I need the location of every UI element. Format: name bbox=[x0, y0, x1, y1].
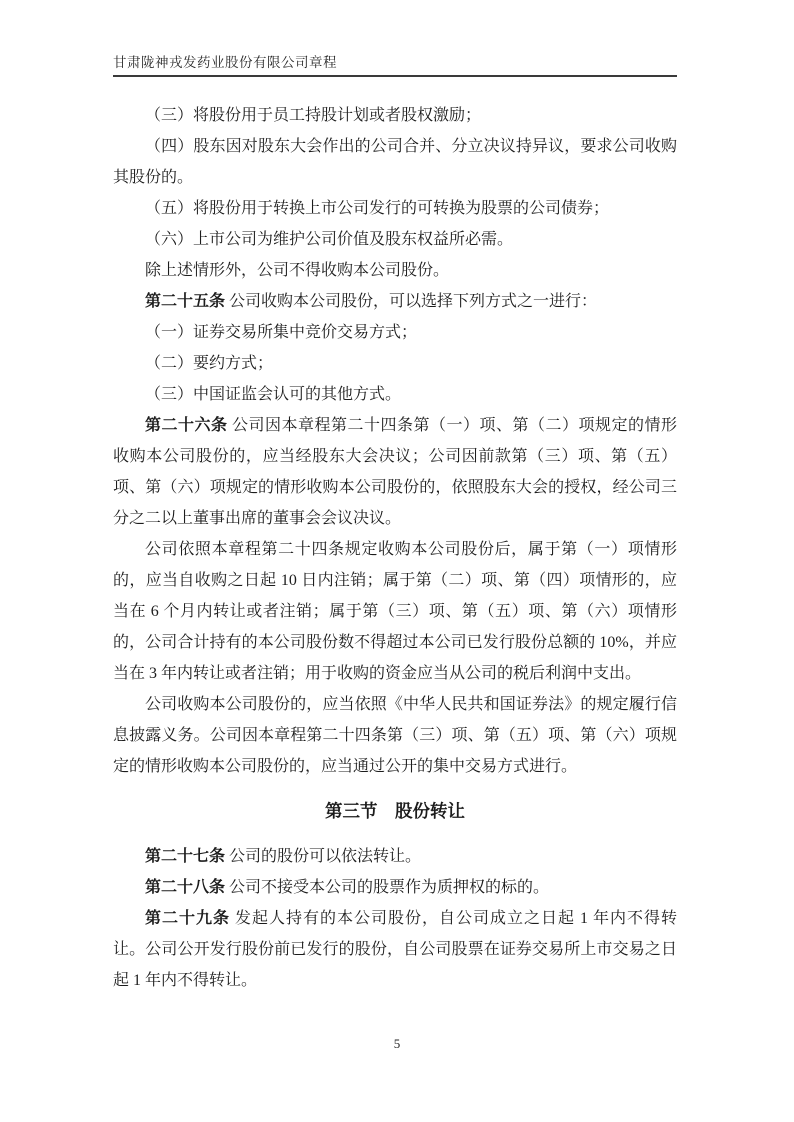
paragraph-text: （一）证券交易所集中竞价交易方式； bbox=[145, 324, 418, 341]
article-paragraph bbox=[113, 255, 677, 286]
article-paragraph bbox=[113, 689, 677, 782]
paragraph-text: 公司依照本章程第二十四条规定收购本公司股份后，属于第（一）项情形的，应当自收购之日起 10 日内注销；属于第（二）项、第（四）项情形的，应当在 6 个月内转让或者注销；属于第（三）项、第（五）项、第（六）项情形的，公司合计持有的本公司股份数不得超过本公司已发行股份总额的 10%，并应当在 3 年内转让或者注销；用于收购的资金应当从公司的税后利润中支出。 bbox=[113, 541, 677, 682]
paragraph-text: 公司因本章程第二十四条第（一）项、第（二）项规定的情形收购本公司股份的，应当经股东大会决议；公司因前款第（三）项、第（五）项、第（六）项规定的情形收购本公司股份的，依照股东大会的授权，经公司三分之二以上董事出席的董事会会议决议。 bbox=[113, 417, 677, 527]
article-paragraph bbox=[113, 903, 677, 996]
article-paragraph bbox=[113, 193, 677, 224]
article-paragraph bbox=[113, 534, 677, 689]
article-number: 第二十八条 bbox=[145, 879, 226, 896]
page-number: 5 bbox=[393, 1036, 401, 1051]
article-paragraph bbox=[113, 131, 677, 193]
paragraph-text: （四）股东因对股东大会作出的公司合并、分立决议持异议，要求公司收购其股份的。 bbox=[113, 138, 677, 186]
article-number: 第二十九条 bbox=[145, 910, 230, 927]
article-paragraph bbox=[113, 224, 677, 255]
article-paragraph bbox=[113, 410, 677, 534]
document-body bbox=[113, 100, 677, 996]
paragraph-text: 公司的股份可以依法转让。 bbox=[229, 848, 422, 865]
article-number: 第二十七条 bbox=[145, 848, 226, 865]
paragraph-text: （六）上市公司为维护公司价值及股东权益所必需。 bbox=[145, 231, 514, 248]
paragraph-text: 公司不接受本公司的股票作为质押权的标的。 bbox=[229, 879, 550, 896]
section-heading bbox=[113, 796, 677, 827]
page-header bbox=[113, 51, 677, 77]
paragraph-text: （三）将股份用于员工持股计划或者股权激励； bbox=[145, 107, 482, 124]
paragraph-text: 发起人持有的本公司股份，自公司成立之日起 1 年内不得转让。公司公开发行股份前已发行的股份，自公司股票在证券交易所上市交易之日起 1 年内不得转让。 bbox=[113, 910, 677, 989]
paragraph-text: 第三节 股份转让 bbox=[325, 801, 465, 821]
paragraph-text: 公司收购本公司股份的，应当依照《中华人民共和国证券法》的规定履行信息披露义务。公司因本章程第二十四条第（三）项、第（五）项、第（六）项规定的情形收购本公司股份的，应当通过公开的集中交易方式进行。 bbox=[113, 696, 677, 775]
paragraph-text: （五）将股份用于转换上市公司发行的可转换为股票的公司债券； bbox=[145, 200, 610, 217]
paragraph-text: 公司收购本公司股份，可以选择下列方式之一进行： bbox=[229, 293, 598, 310]
article-paragraph bbox=[113, 841, 677, 872]
article-number: 第二十六条 bbox=[145, 417, 228, 434]
article-paragraph bbox=[113, 100, 677, 131]
article-paragraph bbox=[113, 286, 677, 317]
article-number: 第二十五条 bbox=[145, 293, 226, 310]
article-paragraph bbox=[113, 379, 677, 410]
paragraph-text: （二）要约方式； bbox=[145, 355, 274, 372]
paragraph-text: （三）中国证监会认可的其他方式。 bbox=[145, 386, 402, 403]
page-footer bbox=[0, 1036, 794, 1052]
paragraph-text: 除上述情形外，公司不得收购本公司股份。 bbox=[145, 262, 450, 279]
article-paragraph bbox=[113, 348, 677, 379]
header-title: 甘肃陇神戎发药业股份有限公司章程 bbox=[113, 55, 337, 70]
article-paragraph bbox=[113, 872, 677, 903]
article-paragraph bbox=[113, 317, 677, 348]
